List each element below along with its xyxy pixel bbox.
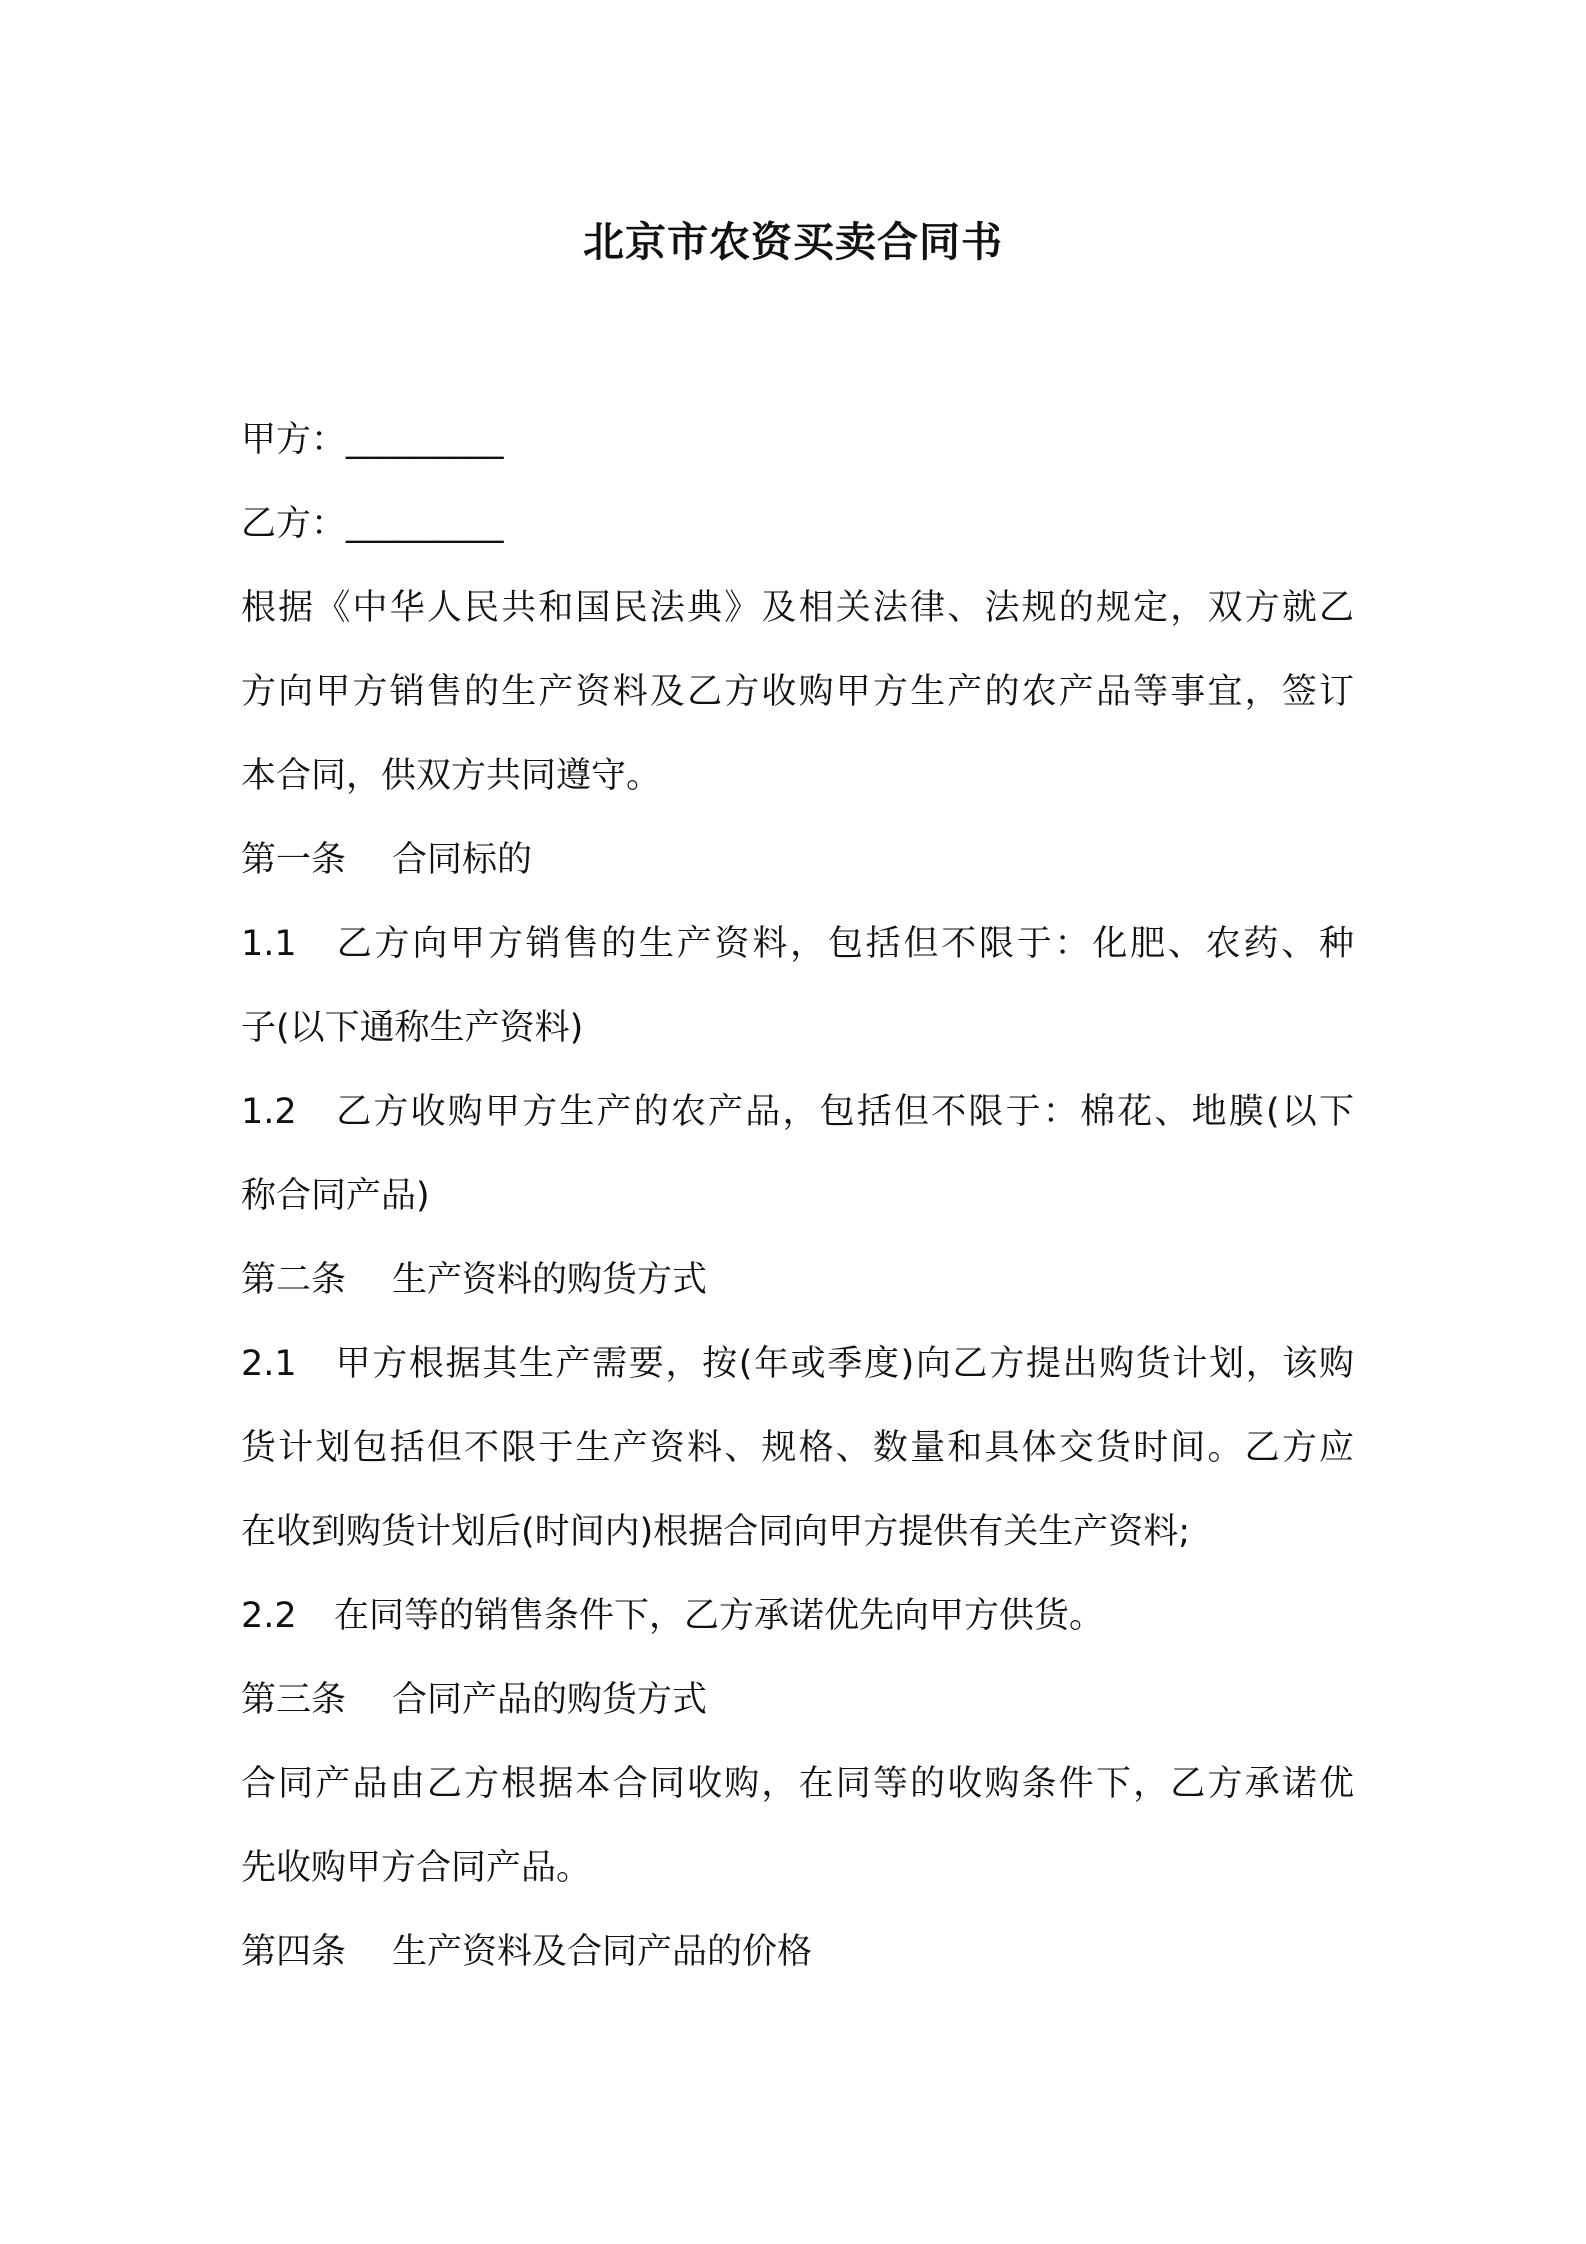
document-title: 北京市农资买卖合同书 xyxy=(583,218,1003,266)
clause-number: 1.2 xyxy=(241,1092,297,1132)
clause-text: 在同等的销售条件下，乙方承诺优先向甲方供货。 xyxy=(334,1596,1105,1636)
article-2-heading xyxy=(241,1255,707,1305)
preamble-line-1: 根据《中华人民共和国民法典》及相关法律、法规的规定，双方就乙 xyxy=(241,588,1354,628)
clause-text: 甲方根据其生产需要，按(年或季度)向乙方提出购货计划，该购 xyxy=(334,1344,1354,1384)
article-title: 生产资料的购货方式 xyxy=(392,1260,708,1300)
party-b-line: 乙方：_________ xyxy=(241,504,504,544)
clause-2-1-line-3: 在收到购货计划后(时间内)根据合同向甲方提供有关生产资料; xyxy=(241,1512,1191,1552)
article-title: 生产资料及合同产品的价格 xyxy=(392,1932,813,1972)
article-title: 合同产品的购货方式 xyxy=(392,1680,708,1720)
preamble-line-3: 本合同，供双方共同遵守。 xyxy=(241,756,662,796)
clause-2-2-line xyxy=(241,1591,1104,1641)
article-number: 第四条 xyxy=(241,1932,347,1972)
clause-2-1-line-1 xyxy=(241,1339,1354,1389)
clause-text: 乙方向甲方销售的生产资料，包括但不限于：化肥、农药、种 xyxy=(334,924,1354,964)
preamble-line-2: 方向甲方销售的生产资料及乙方收购甲方生产的农产品等事宜，签订 xyxy=(241,672,1354,712)
article-title: 合同标的 xyxy=(392,840,533,880)
clause-text: 乙方收购甲方生产的农产品，包括但不限于：棉花、地膜(以下 xyxy=(334,1092,1354,1132)
article-1-heading xyxy=(241,835,532,885)
clause-1-1-line-1 xyxy=(241,919,1354,969)
article-number: 第二条 xyxy=(241,1260,347,1300)
clause-2-1-line-2: 货计划包括但不限于生产资料、规格、数量和具体交货时间。乙方应 xyxy=(241,1428,1354,1468)
party-a-line: 甲方：_________ xyxy=(241,420,504,460)
article-3-heading xyxy=(241,1675,707,1725)
article-number: 第一条 xyxy=(241,840,347,880)
clause-1-1-line-2: 子(以下通称生产资料) xyxy=(241,1008,584,1048)
clause-number: 1.1 xyxy=(241,924,297,964)
clause-number: 2.1 xyxy=(241,1344,297,1384)
clause-number: 2.2 xyxy=(241,1596,297,1636)
clause-1-2-line-2: 称合同产品) xyxy=(241,1176,430,1216)
article-4-heading xyxy=(241,1927,812,1977)
article-number: 第三条 xyxy=(241,1680,347,1720)
clause-1-2-line-1 xyxy=(241,1087,1354,1137)
article-3-line-2: 先收购甲方合同产品。 xyxy=(241,1848,592,1888)
article-3-line-1: 合同产品由乙方根据本合同收购，在同等的收购条件下，乙方承诺优 xyxy=(241,1764,1354,1804)
